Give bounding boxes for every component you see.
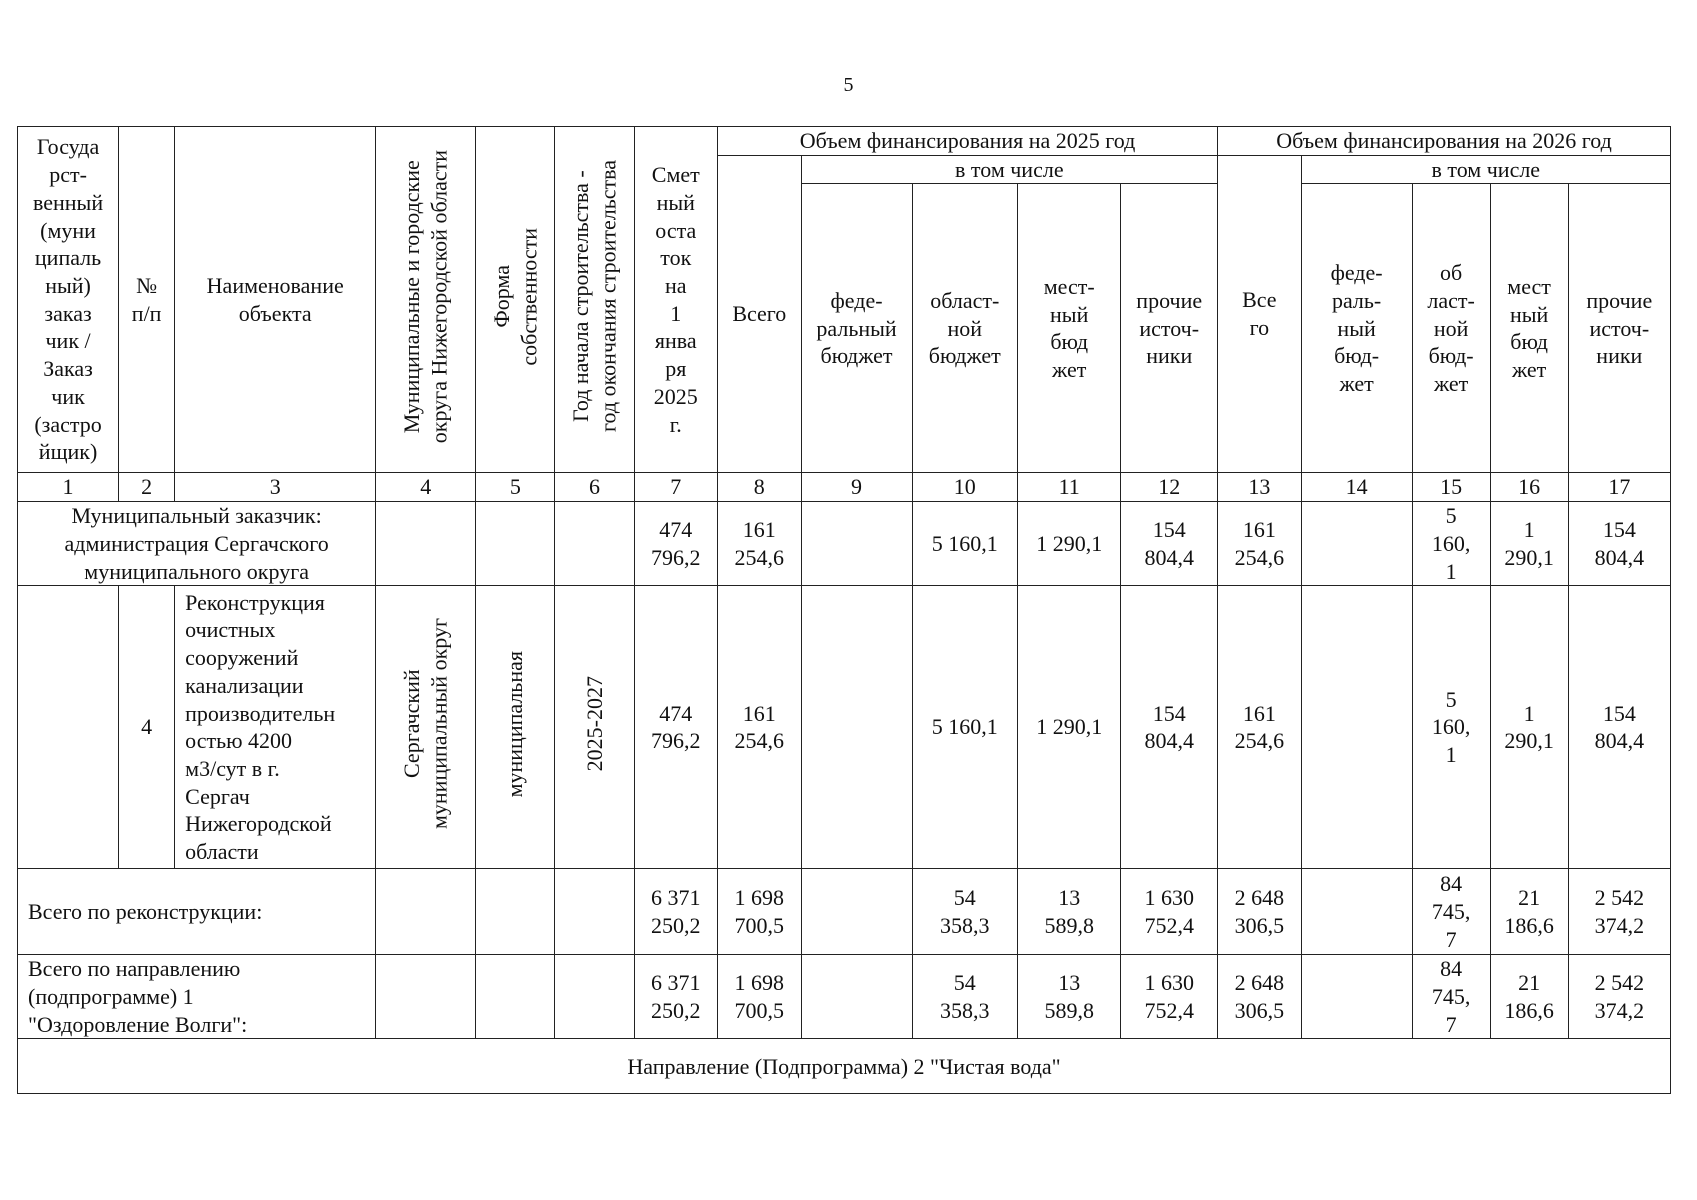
- customer-label: Муниципальный заказчик: администрация Сергачского муниципального округа: [18, 502, 376, 586]
- header-local-2025: мест- ный бюд жет: [1018, 184, 1121, 473]
- cell-c12: 154 804,4: [1121, 586, 1218, 869]
- cell-c12: 1 630 752,4: [1121, 955, 1218, 1039]
- cell-c16: 1 290,1: [1490, 586, 1568, 869]
- header-customer: Госуда рст- венный (муни ципаль ный) заказ чик / Заказ чик (застро йщик): [18, 127, 119, 473]
- total-reconstruction-row: [18, 869, 1671, 955]
- cell-c13: 161 254,6: [1218, 586, 1302, 869]
- cell-c10: 54 358,3: [912, 869, 1018, 955]
- cell-c9: [801, 869, 912, 955]
- cell-c11: 13 589,8: [1018, 955, 1121, 1039]
- empty-cell: [376, 955, 476, 1039]
- column-number: 17: [1568, 473, 1670, 502]
- column-number: 3: [175, 473, 376, 502]
- empty-cell: [555, 502, 634, 586]
- object-row: [18, 586, 1671, 869]
- cell-c7: 474 796,2: [634, 502, 718, 586]
- header-row: [18, 127, 1671, 156]
- column-numbers-row: [18, 473, 1671, 502]
- object-ownership: муниципальная: [502, 650, 528, 798]
- cell-c15: 5 160, 1: [1412, 502, 1490, 586]
- cell-c14: [1301, 869, 1412, 955]
- cell-c17: 2 542 374,2: [1568, 955, 1670, 1039]
- cell-c10: 5 160,1: [912, 586, 1018, 869]
- cell-c16: 21 186,6: [1490, 955, 1568, 1039]
- column-number: 2: [119, 473, 175, 502]
- cell-c7: 6 371 250,2: [634, 869, 718, 955]
- section-row: [18, 1039, 1671, 1094]
- cell-c9: [801, 502, 912, 586]
- column-number: 1: [18, 473, 119, 502]
- column-number: 10: [912, 473, 1018, 502]
- empty-cell: [555, 869, 634, 955]
- column-number: 11: [1018, 473, 1121, 502]
- cell-c11: 1 290,1: [1018, 502, 1121, 586]
- header-districts: Муниципальные и городские округа Нижегородской области: [399, 149, 452, 443]
- object-name: Реконструкция очистных сооружений канализации производительн остью 4200 м3/сут в г. Сергач Нижегородской области: [175, 586, 376, 869]
- empty-cell: [555, 955, 634, 1039]
- object-district-cell: [376, 586, 476, 869]
- header-object-name: Наименование объекта: [175, 127, 376, 473]
- column-number: 8: [718, 473, 802, 502]
- object-number: 4: [119, 586, 175, 869]
- section-title: Направление (Подпрограмма) 2 "Чистая вода": [18, 1039, 1671, 1094]
- column-number: 16: [1490, 473, 1568, 502]
- header-number: № п/п: [119, 127, 175, 473]
- header-ownership-cell: [476, 127, 555, 473]
- column-number: 6: [555, 473, 634, 502]
- header-other-2026: прочие источ- ники: [1568, 184, 1670, 473]
- cell-c14: [1301, 586, 1412, 869]
- cell-c16: 21 186,6: [1490, 869, 1568, 955]
- header-years: Год начала строительства - год окончания строительства: [567, 160, 621, 433]
- cell-c17: 154 804,4: [1568, 586, 1670, 869]
- column-number: 5: [476, 473, 555, 502]
- header-federal-2025: феде- ральный бюджет: [801, 184, 912, 473]
- cell-c15: 84 745, 7: [1412, 955, 1490, 1039]
- header-including-2025: в том числе: [801, 155, 1218, 184]
- cell-c7: 6 371 250,2: [634, 955, 718, 1039]
- header-other-2025: прочие источ- ники: [1121, 184, 1218, 473]
- cell-c9: [801, 586, 912, 869]
- column-number: 7: [634, 473, 718, 502]
- empty-cell: [18, 586, 119, 869]
- cell-c17: 154 804,4: [1568, 502, 1670, 586]
- page-number: 5: [843, 74, 854, 96]
- header-federal-2026: феде- раль- ный бюд- жет: [1301, 184, 1412, 473]
- cell-c8: 1 698 700,5: [718, 955, 802, 1039]
- column-number: 13: [1218, 473, 1302, 502]
- cell-c13: 161 254,6: [1218, 502, 1302, 586]
- cell-c15: 5 160, 1: [1412, 586, 1490, 869]
- header-total-2026: Все го: [1218, 155, 1302, 473]
- header-districts-cell: [376, 127, 476, 473]
- cell-c8: 161 254,6: [718, 502, 802, 586]
- header-including-2026: в том числе: [1301, 155, 1670, 184]
- cell-c9: [801, 955, 912, 1039]
- header-local-2026: мест ный бюд жет: [1490, 184, 1568, 473]
- cell-c7: 474 796,2: [634, 586, 718, 869]
- header-ownership: Форма собственности: [488, 227, 542, 366]
- cell-c12: 154 804,4: [1121, 502, 1218, 586]
- empty-cell: [376, 502, 476, 586]
- header-total-2025: Всего: [718, 155, 802, 473]
- object-years: 2025-2027: [581, 676, 607, 772]
- empty-cell: [476, 502, 555, 586]
- cell-c8: 1 698 700,5: [718, 869, 802, 955]
- financing-table: [17, 126, 1671, 1094]
- empty-cell: [476, 869, 555, 955]
- cell-c14: [1301, 502, 1412, 586]
- cell-c17: 2 542 374,2: [1568, 869, 1670, 955]
- cell-c11: 1 290,1: [1018, 586, 1121, 869]
- cell-c11: 13 589,8: [1018, 869, 1121, 955]
- customer-row: [18, 502, 1671, 586]
- column-number: 12: [1121, 473, 1218, 502]
- object-ownership-cell: [476, 586, 555, 869]
- cell-c10: 5 160,1: [912, 502, 1018, 586]
- header-regional-2026: об ласт- ной бюд- жет: [1412, 184, 1490, 473]
- cell-c15: 84 745, 7: [1412, 869, 1490, 955]
- cell-c16: 1 290,1: [1490, 502, 1568, 586]
- header-group-2026: Объем финансирования на 2026 год: [1218, 127, 1671, 156]
- object-district: Сергачский муниципальный округ: [399, 618, 452, 830]
- column-number: 15: [1412, 473, 1490, 502]
- column-number: 14: [1301, 473, 1412, 502]
- header-years-cell: [555, 127, 634, 473]
- cell-c14: [1301, 955, 1412, 1039]
- cell-c13: 2 648 306,5: [1218, 869, 1302, 955]
- empty-cell: [476, 955, 555, 1039]
- column-number: 9: [801, 473, 912, 502]
- header-regional-2025: област- ной бюджет: [912, 184, 1018, 473]
- cell-c12: 1 630 752,4: [1121, 869, 1218, 955]
- cell-c10: 54 358,3: [912, 955, 1018, 1039]
- total-reconstruction-label: Всего по реконструкции:: [18, 869, 376, 955]
- total-direction-label: Всего по направлению (подпрограмме) 1 "Оздоровление Волги":: [18, 955, 376, 1039]
- header-estimated-balance: Смет ный оста ток на 1 янва ря 2025 г.: [634, 127, 718, 473]
- object-years-cell: [555, 586, 634, 869]
- header-group-2025: Объем финансирования на 2025 год: [718, 127, 1218, 156]
- cell-c13: 2 648 306,5: [1218, 955, 1302, 1039]
- cell-c8: 161 254,6: [718, 586, 802, 869]
- column-number: 4: [376, 473, 476, 502]
- total-direction-row: [18, 955, 1671, 1039]
- empty-cell: [376, 869, 476, 955]
